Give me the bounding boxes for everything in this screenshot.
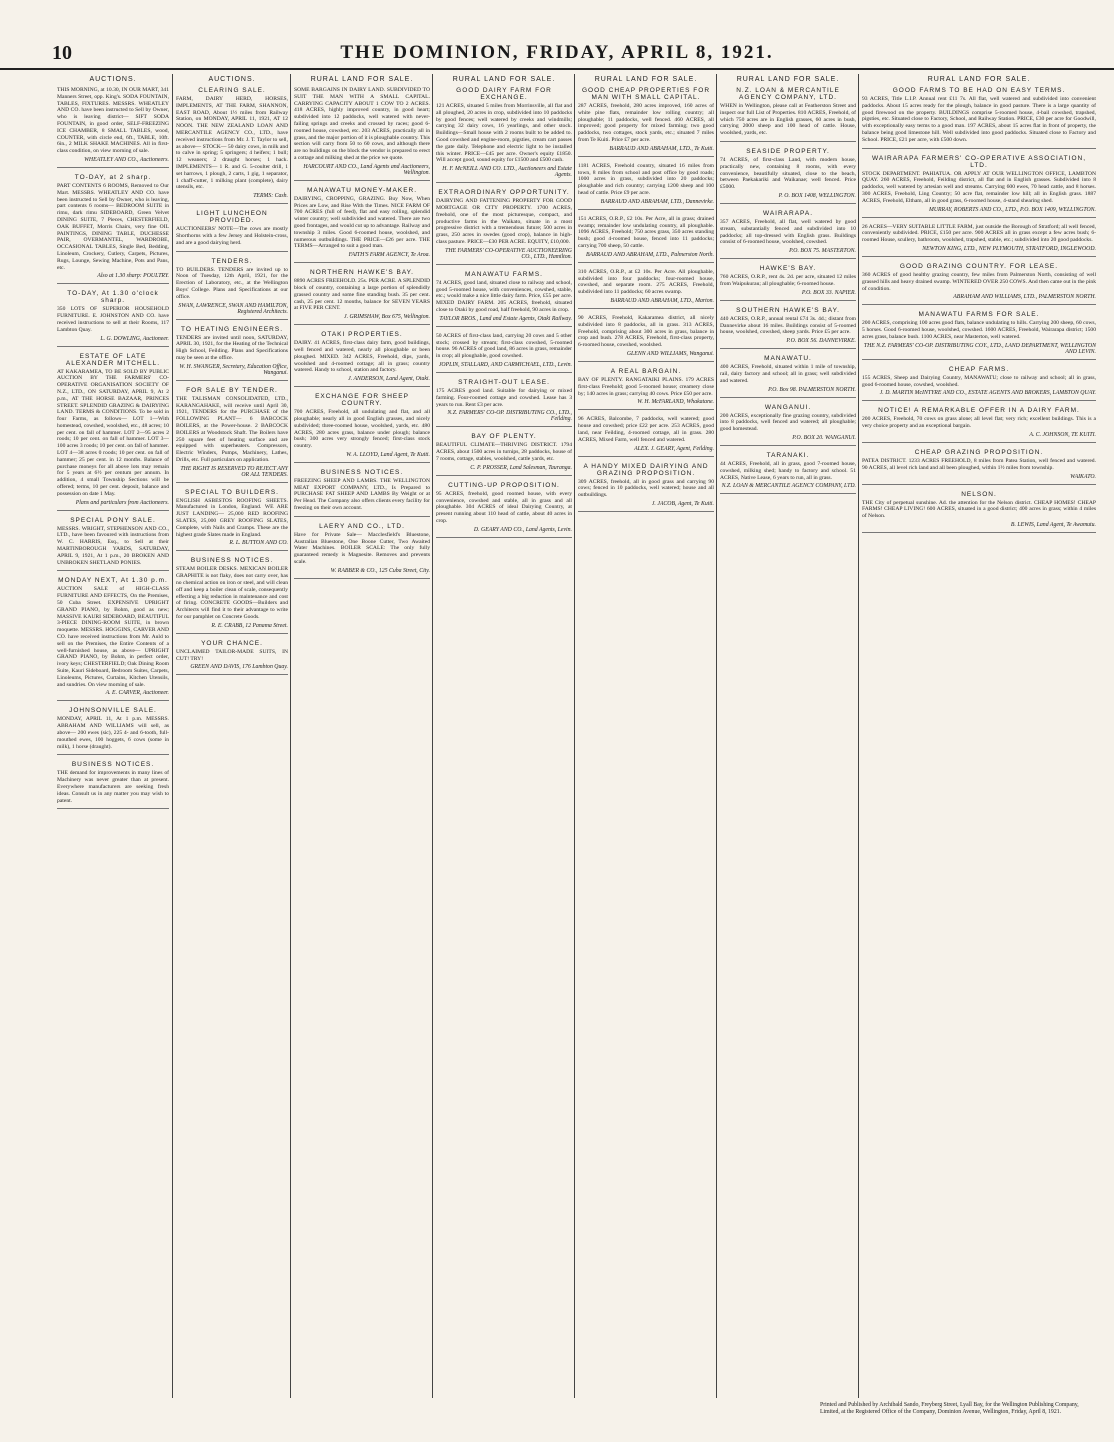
column-4 <box>432 74 575 1398</box>
ad-signature: D. GEARY AND CO., Land Agents, Levin. <box>473 526 572 533</box>
ad-signature: JOPLIN, STALLARD, AND CARMICHAEL, LTD., Levin. <box>438 361 572 368</box>
ad-signature: ALEX. J. GEARY, Agent, Feilding. <box>634 445 714 452</box>
column-7 <box>858 74 1099 1398</box>
ad-body: STOCK DEPARTMENT. PAHIATUA. OR APPLY AT OUR WELLINGTON OFFICE, LAMBTON QUAY. 260 ACRES, Freehold, Feilding district, all flat and in English grasses. Subdivided into 8 paddocks, well watered by artesian well and streams. Carrying 600 ewes, 70 head cattle, and 8 horses. 300 ACRES, Freehold, Ling Country; 50 acre flat, remainder low hill; all in English grass. 1887 ACRES, Freehold, Eltham, all in good grass, 6-roomed house, 4-stand shearing shed. <box>862 170 1096 204</box>
ad-title: MANAWATU FARMS FOR SALE. <box>918 311 1040 319</box>
advertisement <box>436 379 572 427</box>
ad-title: MANAWATU MONEY-MAKER. <box>306 186 418 194</box>
ad-body: PATEA DISTRICT. 1233 ACRES FREEHOLD, 8 miles from Patea Station, well fenced and watered. 90 ACRES, all level rich land and all been ploughed, within 1½ miles from township. <box>862 457 1096 471</box>
ad-signature: BARRAUD AND ABRAHAM, LTD., Dannevirke. <box>600 198 714 205</box>
ad-title: CUTTING-UP PROPOSITION. <box>448 481 560 489</box>
ad-body: BEAUTIFUL CLIMATE—THRIVING DISTRICT. 1794 ACRES, about 1500 acres in turnips, 28 paddocks, house of 7 rooms, cottage, stables, woolshed, cattle yards, etc. <box>436 442 572 462</box>
masthead <box>0 38 1114 70</box>
ad-title: BUSINESS NOTICES. <box>190 557 274 565</box>
ad-signature: TERMS: Cash. <box>253 193 288 200</box>
ad-signature: ABRAHAM AND WILLIAMS, LTD., PALMERSTON NORTH. <box>953 294 1096 301</box>
ad-body: 95 ACRES, freehold, good roomed house, with every convenience, cowshed and stable, all in grass and all ploughable. 304 ACRES of ideal Dairying Country, at present running about 110 head of cattle, about 40 acres in crop. <box>436 490 572 524</box>
advertisement <box>862 366 1096 402</box>
classified-columns <box>54 74 1098 1398</box>
ad-signature: P.O. BOX 33. NAPIER. <box>801 289 856 296</box>
column-5 <box>574 74 717 1398</box>
ad-title: SEASIDE PROPERTY. <box>746 147 830 155</box>
ad-body: 151 ACRES, O.R.P., £2 10s. Per Acre, all in grass; drained swamp; remainder low undulating country, all ploughable. 1096 ACRES, Freehold; 750 acres grass, 350 acres standing bush; good 4-roomed house, fenced into 11 paddocks; carrying 700 sheep, 50 cattle. <box>578 215 714 249</box>
ad-title: TO-DAY, At 1.30 o'clock sharp. <box>67 290 159 305</box>
ad-body: MONDAY, APRIL 11, At 1 p.m. MESSRS. ABRAHAM AND WILLIAMS will sell, as above— 200 ewes (sic), 225 4- and 6-tooth, full-mouthed ewes, 100 hoggets, 6 cows (some in milk), 1 horse (draught). <box>57 716 169 750</box>
ad-body: 121 ACRES, situated 5 miles from Morrinsville, all flat and all ploughed, 20 acres in crop, subdivided into 10 paddocks by good fences; well watered by creeks and windmills; carrying 32 dairy cows, 16 yearlings, and other stock. Buildings—Small house with 2 rooms built to be added to. Good cowshed and engine-room, pigsties, cream cart passes the gate daily. Telephone and electric light to be installed this winter. PRICE—£45 per acre. Owner's equity £1850. Will accept good, sound equity for £1500 and £500 cash. <box>436 103 572 164</box>
advertisement <box>578 269 714 309</box>
ad-body: FARM, DAIRY HERD, HORSES, IMPLEMENTS, AT THE FARM, SHANNON, EAST ROAD, About 1½ miles from Railway Station, on MONDAY, APRIL 11, 1921, AT 12 NOON. THE NEW ZEALAND LOAN AND MERCANTILE AGENCY CO., LTD., have received instructions from Mr. J. T. Taylor to sell, as above— STOCK— 50 dairy cows, in milk and to calve in spring; 5 springers; 4 heifers; 1 bull; 12 weaners; 2 draught horses; 1 hack. IMPLEMENTS— 1 R. and G. 5-coulter drill, 1 set harrows, 1 plough, 2 carts, 1 gig, 1 separator, 1 chaff-cutter, 1 milking plant (complete), dairy utensils, etc. <box>176 96 288 191</box>
ad-signature: P.O. Box 98. PALMERSTON NORTH. <box>768 386 856 393</box>
ad-title: WANGANUI. <box>764 403 812 411</box>
advertisement <box>436 482 572 538</box>
advertisement <box>176 489 288 552</box>
ad-signature: P.O. BOX 56. DANNEVIRKE. <box>786 338 856 345</box>
ad-title: SPECIAL PONY SALE. <box>70 516 156 524</box>
advertisement <box>578 416 714 456</box>
ad-title: TENDERS. <box>211 257 253 265</box>
ad-body: THE City of perpetual sunshine. Ad. the attention for the Nelson district. CHEAP HOMES! CHEAP FARMS! CHEAP LIVING! 600 ACRES, situated in a good district; 400 acres in grass; within 4 miles of Nelson. <box>862 499 1096 520</box>
ad-signature: WAIKATO. <box>1070 473 1096 480</box>
ad-title: NOTICE! A REMARKABLE OFFER IN A DAIRY FARM. <box>878 407 1080 415</box>
ad-title: CHEAP FARMS. <box>948 365 1010 373</box>
ad-signature: NEWTON KING, LTD., NEW PLYMOUTH, STRATFORD, INGLEWOOD. <box>922 245 1096 252</box>
ad-signature: N.Z. LOAN & MERCANTILE AGENCY COMPANY, LTD. <box>721 483 856 490</box>
ad-signature: MURRAY, ROBERTS AND CO., LTD., P.O. BOX 1409, WELLINGTON. <box>929 206 1096 213</box>
ad-signature: N.Z. FARMERS' CO-OP. DISTRIBUTING CO., LTD., Feilding. <box>447 410 572 423</box>
ad-signature: C. P. PROSSER, Land Salesman, Tauranga. <box>470 464 572 471</box>
column-header: RURAL LAND FOR SALE. <box>310 76 414 83</box>
ad-title: TO HEATING ENGINEERS. <box>180 325 284 333</box>
ad-signature: W. A. LLOYD, Land Agent, Te Kuiti. <box>346 451 430 458</box>
ad-signature: Also at 1.30 sharp: POULTRY. <box>97 273 169 280</box>
ad-signature: J. GRIMSHAW, Box 675, Wellington. <box>344 314 430 321</box>
ad-signature: B. LEWIS, Land Agent, Te Awamutu. <box>1010 521 1096 528</box>
ad-body: WHEN in Wellington, please call at Featherston Street and inspect our full List of Properties. 810 ACRES, Freehold, of which 750 acres are in English grasses, 60 acres in bush, carrying 2000 sheep and 100 head of cattle. House, woolshed, yards, etc. <box>720 103 856 137</box>
ad-title: N.Z. LOAN & MERCANTILE AGENCY COMPANY, LTD. <box>736 87 840 101</box>
ad-title: MONDAY NEXT, At 1.30 p.m. <box>58 577 168 585</box>
ad-signature: A. E. CARVER, Auctioneer. <box>105 690 169 697</box>
ad-body: 350 LOTS OF SUPERIOR HOUSEHOLD FURNITURE. E. JOHNSTON AND CO. have received instructions to sell at their Rooms, 117 Lambton Quay. <box>57 306 169 333</box>
ad-body: 74 ACRES, of first-class Land, with modern house, practically new, containing 8 rooms, with every convenience, beautifully situated, close to the beach, between Paekakariki and Waikanae; well fenced. Price £5000. <box>720 156 856 191</box>
ad-title: WAIRARAPA FARMERS' CO-OPERATIVE ASSOCIATION, LTD. <box>871 154 1087 169</box>
advertisement <box>720 210 856 259</box>
ad-body: 309 ACRES, freehold, all in good grass and carrying 90 cows; fenced in 10 paddocks, well watered; house and all outbuildings. <box>578 478 714 499</box>
advertisement <box>578 87 714 157</box>
ad-signature: J. JACOB, Agent, Te Kuiti. <box>651 500 714 507</box>
ad-title: LAERY AND CO., LTD. <box>319 522 405 530</box>
ad-title: MANAWATU. <box>764 355 812 363</box>
ad-body: 400 ACRES, Freehold, situated within 1 mile of township, rail, dairy factory and school; all in grass; well subdivided and watered. <box>720 364 856 384</box>
column-1 <box>54 74 172 1398</box>
advertisement <box>720 404 856 446</box>
ad-signature: A. C. JOHNSON, TE KUITI. <box>1029 431 1096 438</box>
ad-body: 93 ACRES, Title L.I.P. Annual rent £11 7s. All flat, well watered and subdivided into convenient paddocks. About 15 acres ready for the plough, balance in good pasture. There is a large quantity of good firewood on the property. BUILDINGS comprise 5-roomed house, 4-bail cowshed, trapshed, pigsties, etc. Situated close to Factory, School, and Railway Station. PRICE, £30 per acre for Goodwill, with exceptionally easy terms to a good man. 197 ACRES, about 15 acres flat in front of property, the balance being good limestone hill. Well subdivided into good paddocks. Situated close to Factory and School. PRICE, £21 per acre, with £500 down. <box>862 96 1096 143</box>
ad-title: MANAWATU FARMS. <box>465 270 543 278</box>
ad-signature: THE FARMERS' CO-OPERATIVE AUCTIONEERING CO., LTD., Hamilton. <box>445 247 572 260</box>
ad-body: 1181 ACRES, Freehold country, situated 16 miles from town, 8 miles from school and post office by good roads; 1000 acres in grass, subdivided into 20 paddocks; ploughable and rich country; carrying 1200 sheep and 100 head of cattle. Price £9 per acre. <box>578 162 714 196</box>
paper-title-date: THE DOMINION, FRIDAY, APRIL 8, 1921. <box>340 42 774 63</box>
column-header: AUCTIONS. <box>208 76 256 83</box>
ad-signature: P.O. BOX 75. MASTERTON. <box>789 248 856 255</box>
ad-body: 357 ACRES, Freehold, all flat, well watered by good stream, substantially fenced and subdivided into 10 paddocks; all top-dressed with English grass. Buildings consist of 6-roomed house, woolshed, cowshed. <box>720 218 856 246</box>
ad-title: A REAL BARGAIN. <box>610 367 682 375</box>
ad-title: WAIRARAPA. <box>762 209 814 217</box>
advertisement <box>436 433 572 475</box>
advertisement <box>862 87 1096 149</box>
advertisement <box>294 469 430 517</box>
ad-title: A HANDY MIXED DAIRYING AND GRAZING PROPOSITION. <box>583 462 709 477</box>
ad-body: SOME BARGAINS IN DAIRY LAND. SUBDIVIDED TO SUIT THE MAN WITH A SMALL CAPITAL. CARRYING CAPACITY ABOUT 1 COW TO 2 ACRES. 418 ACRES, highly improved country, in good heart; subdivided into 12 paddocks, well watered with never-failing springs and creeks and crossed by races; good 6-roomed house, cowshed, etc. 203 ACRES, practically all in grass, and the major portion of it is ploughable country. This section will carry from 50 to 60 cows, and although there are no buildings on the block the vendor is prepared to erect a cottage and milking shed at the price we quote. <box>294 87 430 161</box>
advertisement <box>578 368 714 410</box>
ad-body: UNCLAIMED TAILOR-MADE SUITS, IN CUT! TRY! <box>176 648 288 662</box>
advertisement <box>176 210 288 251</box>
ad-body: 360 ACRES of good healthy grazing country, few miles from Palmerston North, consisting of well grassed hills and heavy drained swamp. WINTERED OVER 250 COWS. And then came out in the pink of condition. <box>862 271 1096 292</box>
ad-title: OTAKI PROPERTIES. <box>321 331 403 339</box>
advertisement <box>57 87 169 168</box>
ad-title: STRAIGHT-OUT LEASE. <box>458 378 550 386</box>
ad-body: 700 ACRES, Freehold, all undulating and flat, and all ploughable; nearly all in good English grasses, and nicely subdivided; three-roomed house, woolshed, yards, etc. 480 ACRES, 280 acres grass, balance under plough; balance bush; 300 acres very strongly fenced; first-class stock country. <box>294 409 430 450</box>
advertisement <box>57 353 169 511</box>
ad-title: HAWKE'S BAY. <box>759 265 817 273</box>
column-header: AUCTIONS. <box>89 76 137 83</box>
ad-body: STEAM BOILER DESKS. MEXICAN BOILER GRAPHITE is not flaky, does not carry over, has no chemical action on iron or steel, and will clean off and keep a boiler clean of scale, consequently effecting a big reduction in maintenance and cost of firing. CONCRETE GOODS—Builders and Architects will find it to their advantage to write for our pamphlet on Concrete Goods. <box>176 566 288 621</box>
advertisement <box>176 640 288 676</box>
ad-body: 8890 ACRES FREEHOLD. 25s. PER ACRE. A SPLENDID block of country, containing a large portion of splendidly grassed country and some fine standing bush. 35 per cent. cash, 25 per cent. 12 months, balance for SEVEN YEARS at FIVE PER CENT. <box>294 278 430 312</box>
advertisement <box>57 174 169 284</box>
advertisement <box>436 333 572 373</box>
page-number: 10 <box>52 42 72 64</box>
advertisement <box>436 189 572 265</box>
ad-body: 50 ACRES of first-class land, carrying 20 cows and 5 other stock; crossed by stream; first-class cowshed, 5-roomed house. 96 ACRES of good land, 86 acres in grass, remainder in crop; all ploughable, good cowshed. <box>436 332 572 360</box>
advertisement <box>720 355 856 397</box>
ad-signature: P.O. BOX 20. WANGANUI. <box>792 434 856 441</box>
ad-body: 200 ACRES, exceptionally fine grazing country, subdivided into 8 paddocks, well fenced and watered; all ploughable; good homestead. <box>720 412 856 433</box>
column-header: RURAL LAND FOR SALE. <box>736 76 840 83</box>
ad-body: 44 ACRES, Freehold, all in grass, good 7-roomed house, cowshed, milking shed; handy to factory and school. 51 ACRES, Native Lease, 6 years to run, all in grass. <box>720 460 856 481</box>
ad-body: THE demand for improvements in many lines of Machinery was never greater than at present. Everywhere manufacturers are seeking fresh ideas. Consult us in any matter you may wish to patent. <box>57 770 169 804</box>
ad-signature: BARRAUD AND ABRAHAM, LTD., Marton. <box>610 297 714 304</box>
ad-title: SOUTHERN HAWKE'S BAY. <box>736 306 840 314</box>
ad-title: BAY OF PLENTY. <box>471 433 537 441</box>
ad-signature: TAYLOR BROS., Land and Estate Agents, Otaki Railway. <box>439 315 572 322</box>
ad-body: FREEZING SHEEP AND LAMBS. THE WELLINGTON MEAT EXPORT COMPANY, LTD., Is Prepared to PURCHASE FAT SHEEP AND LAMBS By Weight or at Per Head. The Company also offers clients every facility for freezing on their own account. <box>294 477 430 512</box>
column-header: RURAL LAND FOR SALE. <box>594 76 698 83</box>
ad-title: GOOD DAIRY FARM FOR EXCHANGE. <box>456 87 552 101</box>
advertisement <box>862 263 1096 305</box>
advertisement <box>294 87 430 181</box>
ad-title: TARANAKI. <box>766 451 810 459</box>
ad-body: 287 ACRES, freehold, 280 acres improved, 160 acres of white pine flats, remainder low rolling country; all ploughable; 11 paddocks, well fenced. 460 ACRES, all improved; good property for mixed farming; two good paddocks, two cottages, stock yards, etc.; situated 7 miles from Te Kuiti. Price £7 per acre. <box>578 103 714 143</box>
ad-title: GOOD CHEAP PROPERTIES FOR MAN WITH SMALL CAPITAL. <box>581 87 711 101</box>
advertisement <box>57 761 169 809</box>
advertisement <box>862 407 1096 443</box>
ad-body: 310 ACRES, O.R.P., at £2 10s. Per Acre. All ploughable, subdivided into four paddocks; four-roomed house, cowshed, and separate room. 275 ACRES, Freehold, subdivided into 11 paddocks; 60 acres swamp. <box>578 268 714 296</box>
advertisement <box>176 557 288 633</box>
ad-body: 175 ACRES good land. Suitable for dairying or mixed farming. Four-roomed cottage and cowshed. Lease has 3 years to run. Rent £3 per acre. <box>436 387 572 408</box>
ad-signature: GLENN AND WILLIAMS, Wanganui. <box>626 350 714 357</box>
imprint: Printed and Published by Archibald Sando, Freyberg Street, Lyall Bay, for the Wellington Publishing Company, Limited, at the Registered Office of the Company, Dominion Avenue, Wellington, Friday, April 8, 1921. <box>820 1402 1079 1415</box>
ad-title: YOUR CHANCE. <box>201 639 263 647</box>
advertisement <box>176 87 288 204</box>
advertisement <box>57 290 169 346</box>
ad-body: AT KAKARAMEA, TO BE SOLD BY PUBLIC AUCTION BY THE FARMERS' CO-OPERATIVE ORGANISATION SOCIETY OF N.Z., LTD., ON SATURDAY, APRIL 9, At 2 p.m., AT THE HORSE BAZAAR, PRINCES STREET. SPLENDID GRAZING & DAIRYING LAND. TERMS & CONDITIONS. To be sold in four Farms, as follows— LOT 1—With homestead, cowshed, woolshed, etc., 48 acres; 10 per cent. on fall of hammer. LOT 2—95 acres 2 roods; 10 per cent. on fall of hammer. LOT 3—100 acres 3 roods; 10 per cent. on fall of hammer. LOT 4—38 acres 0 roods; 10 per cent. on fall of hammer; 25 per cent. in 12 months. Balance of purchase moneys for all above lots may remain for 5 years at 6½ per centum per annum. In addition, 4 small Township Sections will be offered; terms, 10 per cent. deposit, balance and possession on date 1 May. <box>57 368 169 497</box>
ad-title: NELSON. <box>961 490 997 498</box>
ad-title: GOOD GRAZING COUNTRY. FOR LEASE. <box>899 262 1059 270</box>
ad-title: LIGHT LUNCHEON PROVIDED. <box>196 210 268 225</box>
ad-body: THE TALISMAN CONSOLIDATED, LTD., KARANGAHAKE, will receive until April 30, 1921, TENDERS for the PURCHASE of the FOLLOWING PLANT— 6 BABCOCK BOILERS, at the Power-house. 2 BABCOCK BOILERS at Woodstock Shaft. The Boilers have 250 square feet of heating surface and are equipped with superheaters. Compressors, Electric Winders, Pumps, Machinery, Lathes, Drills, etc. Full particulars on application. <box>176 395 288 463</box>
ad-body: Have for Private Sale— Macclesfield's Bluestone, Australian Bluestone, One Boone Cutter, Two Awaited Water Machines. BOILER SCALE: The only fully guaranteed remedy is Magnesite. Removes and prevents scale. <box>294 531 430 566</box>
ad-signature: THE RIGHT IS RESERVED TO REJECT ANY OR ALL TENDERS. <box>180 465 288 478</box>
column-header: RURAL LAND FOR SALE. <box>452 76 556 83</box>
ad-body: 440 ACRES, O.R.P., annual rental £74 3s. 4d.; distant from Dannevirke about 16 miles. Buildings consist of 5-roomed house, woolshed, cowshed, sheep yards. Price £5 per acre. <box>720 315 856 336</box>
advertisement <box>57 577 169 701</box>
ad-body: ENGLISH ASBESTOS ROOFING SHEETS. Manufactured in London, England. WE ARE JUST LANDING— 25,000 RED ROOFING SLATES, 25,000 GREY ROOFING SLATES, Complete, with Nails and Cramps. These are the highest grade Slates made in England. <box>176 497 288 538</box>
ad-title: GOOD FARMS TO BE HAD ON EASY TERMS. <box>892 87 1066 94</box>
advertisement <box>720 148 856 204</box>
ad-signature: P. O. BOX 1408, WELLINGTON. <box>778 192 856 199</box>
ad-signature: W. RABBER & CO., 125 Cuba Street, City. <box>330 567 430 574</box>
ad-body: THIS MORNING, at 10.30, IN OUR MART, 341 Manners Street, opp. King's. SODA FOUNTAIN, TABLES, FIXTURES. MESSRS. WHEATLEY AND CO. have been instructed to Sell by Owner, who is leaving district— SIFT SODA FOUNTAIN, in good order, SELF-FREEZING ICE CHAMBER, 8 SMALL TABLES, wood, COUNTER, with circle end, 6ft., TABLE, 10ft. 6in., 2 MILK SHAKE MACHINES. All in first-class condition, on view morning of sale. <box>57 87 169 155</box>
ad-body: TO BUILDERS. TENDERS are invited up to Noon of Tuesday, 12th April, 1921, for the Erection of Laboratory, etc., at the Wellington Boys' College. Plans and Specifications at our office. <box>176 266 288 300</box>
ad-body: 155 ACRES, Sheep and Dairying Country, MANAWATU; close to railway and school; all in grass, good 6-roomed house, cowshed, woolshed. <box>862 374 1096 388</box>
advertisement <box>294 269 430 325</box>
ad-title: FOR SALE BY TENDER. <box>186 386 278 394</box>
ad-body: 200 ACRES, comprising 100 acres good flats, balance undulating to hills. Carrying 200 sheep, 60 cows, 5 horses. Good 6-roomed house, woolshed, cowshed. 1600 ACRES, Freehold, Wairarapa district; 1500 acres grass, balance bush. 1100 ACRES, near Masterton, well watered. <box>862 320 1096 340</box>
advertisement <box>578 163 714 210</box>
ad-title: JOHNSONVILLE SALE. <box>69 707 157 715</box>
ad-title: SPECIAL TO BUILDERS. <box>185 488 279 496</box>
advertisement <box>720 87 856 142</box>
ad-body: DAIRYING AND FATTENING PROPERTY FOR GOOD MORTGAGE OR CITY PROPERTY. 1700 ACRES, freehold, one of the most picturesque, compact, and productive farms in the Waikato, situate in a most progressive district with a tremendous future; 500 acres in grass, 250 acres in swedes (good crop), balance in high-class pasture. PRICE—£30 PER ACRE. EQUITY, £10,000. <box>436 198 572 245</box>
ad-title: EXCHANGE FOR SHEEP COUNTRY. <box>315 393 409 408</box>
advertisement <box>176 387 288 483</box>
ad-body: AUCTION SALE of HIGH-CLASS FURNITURE AND EFFECTS, On the Premises, 50 Cuba Street. EXPENSIVE UPRIGHT GRAND PIANO, by Bohm, good as new; MASSIVE KAURI SIDEBOARD, BEAUTIFUL 3-PIECE DINING-ROOM SUITE, in brown moquette. MESSRS. HOGGINS, CARVER AND CO. have received instructions from Mr. Auld to sell on the Premises, the Entire Contents of a well-furnished house, as above— UPRIGHT GRAND PIANO, by Bohm, in perfect order, ivory keys; CHESTERFIELD; Oak Dining Room Suite, Kauri Sideboard, Bedroom Suites, Carpets, Linoleums, Pictures, Curtains, Kitchen Utensils, and sundries. On view morning of sale. <box>57 586 169 688</box>
column-3 <box>290 74 433 1398</box>
ad-title: BUSINESS NOTICES. <box>320 468 404 476</box>
ad-body: 90 ACRES, Freehold, Kakaramea district, all nicely subdivided into 8 paddocks, all in grass. 313 ACRES, Freehold, comprising about 300 acres in grass, balance in crop and bush. 278 ACRES, Freehold, first-class property, 6-roomed house, cowshed, woolshed. <box>578 314 714 349</box>
ad-signature: R. L. BUTTON AND CO. <box>229 540 288 547</box>
ad-body: AUCTIONEERS' NOTE—The cows are mostly Shorthorns with a few Jersey and Holstein-cross, and are a good dairying herd. <box>176 226 288 246</box>
advertisement <box>436 87 572 183</box>
ad-body: MESSRS. WRIGHT, STEPHENSON AND CO., LTD., have been favoured with instructions from W. C. HARRIS, Esq., to Sell at their MARTINBOROUGH YARDS, SATURDAY, APRIL 9, 1921, At 1 p.m., 20 BROKEN AND UNBROKEN SHETLAND PONIES. <box>57 525 169 566</box>
ad-body: DAIRY. 41 ACRES, first-class dairy farm, good buildings, well fenced and watered, nearly all ploughable or been ploughed. MIXED. 342 ACRES, Freehold, dips, yards, woolshed and 4-roomed cottage; all in grass; country watered. Handy to school, station and factory. <box>294 340 430 374</box>
advertisement <box>294 331 430 387</box>
advertisement <box>436 271 572 327</box>
advertisement <box>294 523 430 579</box>
advertisement <box>578 463 714 512</box>
ad-signature: HARCOURT AND CO., Land Agents and Auctioneers, Wellington. <box>303 163 430 176</box>
ad-title: TO-DAY, at 2 sharp. <box>74 173 152 181</box>
advertisement <box>720 265 856 301</box>
ad-body: 760 ACRES, O.R.P., rent 4s. 2d. per acre, situated 12 miles from Waipukurau; all ploughable; 6-roomed house. <box>720 274 856 287</box>
advertisement <box>294 187 430 263</box>
ad-signature: R. E. CRABB, 12 Panama Street. <box>211 622 288 629</box>
ad-body: DAIRYING, CROPPING, GRAZING. Buy Now, When Prices are Low, and Rise With the Times. NICE FARM OF 700 ACRES (full of feed), flat and easy rolling, splendid winter country; well subdivided and watered. There are two good frontages, and would cut up to advantage. Railway and township 3 miles. Good 6-roomed house, woolshed, and numerous outbuildings. THE PRICE—£26 per acre. THE TERMS—Arranged to suit a good man. <box>294 195 430 250</box>
ad-signature: H. F. McNEILL AND CO. LTD., Auctioneers and Estate Agents. <box>442 166 572 179</box>
advertisement <box>57 517 169 572</box>
column-6 <box>716 74 859 1398</box>
advertisement <box>176 258 288 320</box>
ad-title: CHEAP GRAZING PROPOSITION. <box>914 448 1044 456</box>
advertisement <box>862 311 1096 359</box>
ad-body: BAY OF PLENTY. RANGATAIKI PLAINS. 179 ACRES first-class Freehold; good 5-roomed house; creamery close by; 140 acres in grass; carrying 40 cows. Price £50 per acre. <box>578 376 714 397</box>
ad-signature: GREEN AND DAVIS, 176 Lambton Quay. <box>190 664 288 671</box>
advertisement <box>862 224 1096 257</box>
ad-title: ESTATE OF LATE ALEXANDER MITCHELL. <box>65 352 161 367</box>
ad-signature: J. ANDERSON, Land Agent, Otaki. <box>348 376 430 383</box>
ad-signature: SWAN, LAWRENCE, SWAN AND HAMILTON, Registered Architects. <box>178 302 288 315</box>
ad-title: EXTRAORDINARY OPPORTUNITY. <box>438 189 570 197</box>
column-2 <box>172 74 291 1398</box>
ad-signature: BARRAUD AND ABRAHAM, LTD., Palmerston North. <box>585 251 714 258</box>
ad-signature: BARRAUD AND ABRAHAM, LTD., Te Kuiti. <box>609 145 714 152</box>
ad-title: BUSINESS NOTICES. <box>71 761 155 769</box>
advertisement <box>176 326 288 381</box>
ad-signature: W. H. McFARLAND, Whakatane. <box>637 399 714 406</box>
ad-signature: J. D. MARTIN McINTYRE AND CO., ESTATE AGENTS AND BROKERS, LAMBTON QUAY. <box>879 390 1096 397</box>
ad-title: NORTHERN HAWKE'S BAY. <box>310 269 414 277</box>
advertisement <box>720 307 856 349</box>
ad-signature: THE N.Z. FARMERS' CO-OP. DISTRIBUTING COY., LTD., LAND DEPARTMENT, WELLINGTON AND LEVIN. <box>863 342 1096 355</box>
ad-signature: W. H. SWANGER, Secretary, Education Office, Wanganui. <box>179 363 288 376</box>
ad-body: 26 ACRES—VERY SUITABLE LITTLE FARM, just outside the Borough of Stratford; all well fenced, conveniently subdivided. PRICE, £150 per acre. 900 ACRES all in grass except a few acres bush; 6-roomed House, scullery, bathroom, woolshed, trapshed, stable, etc.; subdivided into 20 good paddocks. <box>862 223 1096 244</box>
advertisement <box>578 315 714 362</box>
ad-title: CLEARING SALE. <box>198 87 266 94</box>
ad-body: TENDERS are invited until noon, SATURDAY, APRIL 30, 1921, for the Heating of the Technical High School, Feilding. Plans and Specifications may be seen at the office. <box>176 334 288 361</box>
ad-signature: FAITH'S FARM AGENCY, Te Aroa. <box>348 252 430 259</box>
advertisement <box>57 707 169 755</box>
ad-body: PART CONTENTS 6 ROOMS, Removed to Our Mart. MESSRS. WHEATLEY AND CO. have been instructed to Sell by Owner, who is leaving, part contents 6 rooms— BEDROOM SUITE in rimu, dark rimu SIDEBOARD, Green Velvet DINING SUITE, 7 Pieces, CHESTERFIELD, OAK BUFFET, Morris Chairs, very fine OIL PAINTINGS, DINING TABLE, DUCHESSE PAIR, OVERMANTEL, WARDROBE, OCCASIONAL TABLES, Single Bed, Bedding, Linoleum, Crockery, Cutlery, Carpets, Pictures, Rugs, Lounge, Sewing Machine, Pots and Pans, etc. <box>57 182 169 271</box>
advertisement <box>578 216 714 263</box>
ad-signature: Plans and particulars from Auctioneers. <box>75 499 169 506</box>
advertisement <box>862 155 1096 218</box>
advertisement <box>862 491 1096 533</box>
ad-signature: WHEATLEY AND CO., Auctioneers. <box>84 156 169 163</box>
advertisement <box>720 452 856 494</box>
ad-body: 96 ACRES, Balcombe, 7 paddocks, well watered; good house and cowshed; price £22 per acre. 253 ACRES, good land, near Feilding, 4-roomed cottage, all in grass. 280 ACRES, Mixed Farm, well fenced and watered. <box>578 416 714 443</box>
ad-body: 200 ACRES, Freehold, 70 cows on grass alone; all level flat; very rich; excellent buildings. This is a very choice property and an exceptional bargain. <box>862 416 1096 430</box>
advertisement <box>862 449 1096 485</box>
ad-signature: L. G. DOWLING, Auctioneer. <box>100 335 169 342</box>
column-header: RURAL LAND FOR SALE. <box>927 76 1031 83</box>
advertisement <box>294 393 430 463</box>
ad-body: 74 ACRES, good land, situated close to railway and school, good 5-roomed house, with conveniences, cowshed, stable, etc.; would make a nice little dairy farm. Price, £55 per acre. MIXED DAIRY FARM. 205 ACRES, freehold, situated close to Otaki by good road, half freehold, 90 acres in crop. <box>436 279 572 313</box>
